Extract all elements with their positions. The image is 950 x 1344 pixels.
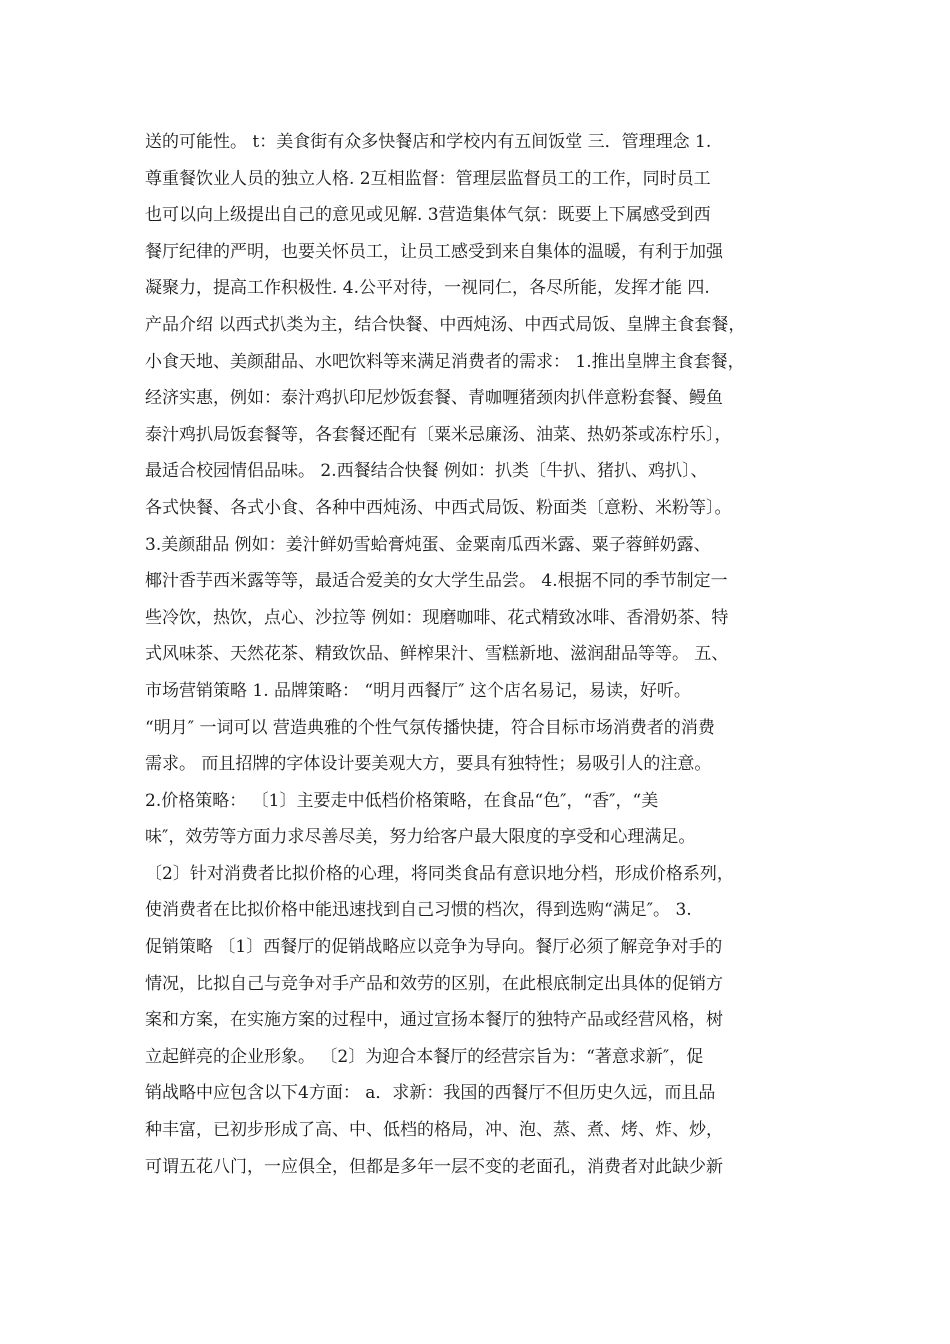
text-line: 2.价格策略： 〔1〕主要走中低档价格策略，在食品“色″，“香″，“美 <box>145 790 659 811</box>
text-line: 销战略中应包含以下4方面： a．求新：我国的西餐厅不但历史久远，而且品 <box>145 1083 716 1104</box>
text-line: 式风味茶、天然花茶、精致饮品、鲜榨果汁、雪糕新地、滋润甜品等等。 五、 <box>145 644 729 665</box>
text-line: 凝聚力，提高工作积极性. 4.公平对待，一视同仁，各尽所能，发挥才能 四. <box>145 278 710 299</box>
text-line: 些冷饮，热饮，点心、沙拉等 例如：现磨咖啡、花式精致冰啡、香滑奶茶、特 <box>145 607 729 628</box>
text-line: 案和方案，在实施方案的过程中，通过宣扬本餐厅的独特产品或经营风格，树 <box>145 1010 723 1031</box>
text-line: “明月″ 一词可以 营造典雅的个性气氛传播快捷，符合目标市场消费者的消费 <box>145 717 715 738</box>
text-line: 经济实惠，例如：泰汁鸡扒印尼炒饭套餐、青咖喱猪颈肉扒伴意粉套餐、鳗鱼 <box>145 388 723 409</box>
text-line: 3.美颜甜品 例如：姜汁鲜奶雪蛤膏炖蛋、金粟南瓜西米露、粟子蓉鲜奶露、 <box>145 534 711 555</box>
text-line: 椰汁香芋西米露等等，最适合爱美的女大学生品尝。 4.根据不同的季节制定一 <box>145 571 728 592</box>
text-line: 市场营销策略 1. 品牌策略： “明月西餐厅″ 这个店名易记，易读，好听。 <box>145 680 691 701</box>
text-line: 立起鲜亮的企业形象。 〔2〕为迎合本餐厅的经营宗旨为：“著意求新″，促 <box>145 1046 704 1067</box>
text-line: 促销策略 〔1〕西餐厅的促销战略应以竞争为导向。餐厅必须了解竞争对手的 <box>145 937 723 958</box>
text-line: 也可以向上级提出自己的意见或见解. 3营造集体气氛：既要上下属感受到西 <box>145 205 711 226</box>
text-line: 泰汁鸡扒局饭套餐等，各套餐还配有〔粟米忌廉汤、油菜、热奶茶或冻柠乐〕， <box>145 424 732 445</box>
text-line: 种丰富，已初步形成了高、中、低档的格局，冲、泡、蒸、煮、烤、炸、炒， <box>145 1120 723 1141</box>
text-line: 小食天地、美颜甜品、水吧饮料等来满足消费者的需求： 1.推出皇牌主食套餐， <box>145 351 745 372</box>
text-line: 味″，效劳等方面力求尽善尽美，努力给客户最大限度的享受和心理满足。 <box>145 827 696 848</box>
text-line: 使消费者在比拟价格中能迅速找到自己习惯的档次，得到选购“满足″。 3. <box>145 900 692 921</box>
text-line: 〔2〕针对消费者比拟价格的心理，将同类食品有意识地分档，形成价格系列， <box>145 863 734 884</box>
text-line: 各式快餐、各式小食、各种中西炖汤、中西式局饭、粉面类〔意粉、米粉等〕。 <box>145 497 732 518</box>
text-line: 餐厅纪律的严明，也要关怀员工，让员工感受到来自集体的温暖，有利于加强 <box>145 241 723 262</box>
text-line: 产品介绍 以西式扒类为主，结合快餐、中西炖汤、中西式局饭、皇牌主食套餐， <box>145 314 746 335</box>
text-line: 送的可能性。 t：美食街有众多快餐店和学校内有五间饭堂 三．管理理念 1. <box>145 132 712 152</box>
text-line: 可谓五花八门，一应俱全，但都是多年一层不变的老面孔，消费者对此缺少新 <box>145 1156 723 1177</box>
text-line: 最适合校园情侣品味。 2.西餐结合快餐 例如：扒类〔牛扒、猪扒、鸡扒〕、 <box>145 461 708 482</box>
body-text <box>145 124 815 1185</box>
text-line: 需求。 而且招牌的字体设计要美观大方，要具有独特性；易吸引人的注意。 <box>145 754 712 775</box>
text-line: 尊重餐饮业人员的独立人格. 2互相监督：管理层监督员工的工作，同时员工 <box>145 168 711 189</box>
text-line: 情况，比拟自己与竞争对手产品和效劳的区别，在此根底制定出具体的促销方 <box>145 973 723 994</box>
